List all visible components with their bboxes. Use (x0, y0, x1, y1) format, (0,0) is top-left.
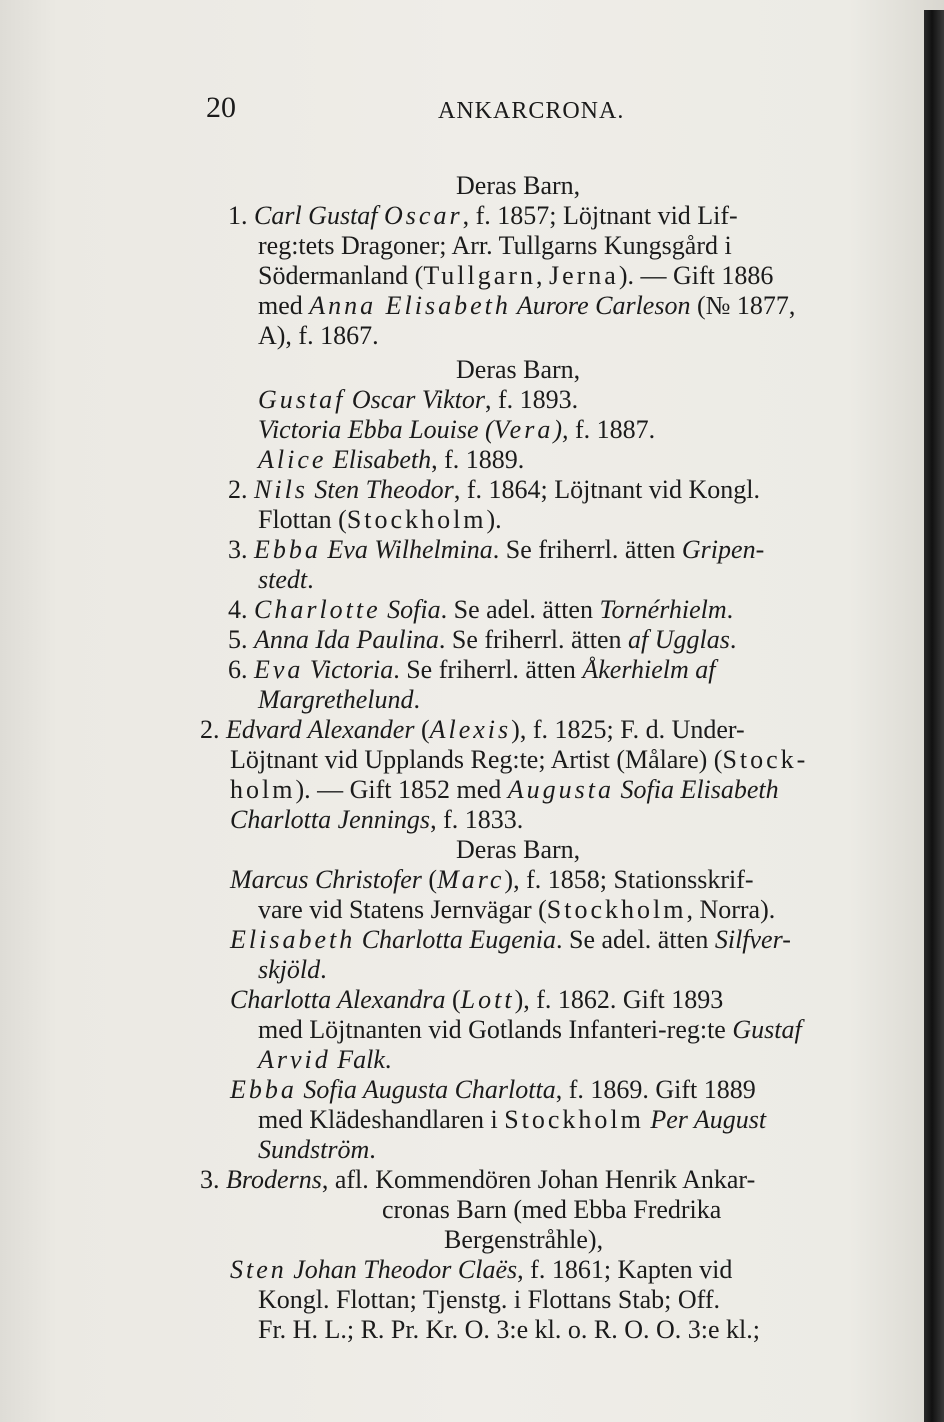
text-segment: Victoria Ebba Louise ( (258, 415, 494, 444)
text-segment: . Se friherrl. ätten (438, 625, 629, 654)
text-segment: Charlotta Jennings (230, 805, 431, 834)
text-segment: . (726, 595, 734, 624)
text-line (258, 384, 578, 415)
text-segment: . (369, 1135, 376, 1164)
text-segment: ). (486, 505, 502, 534)
text-segment: , afl. Kommendören Johan Henrik Ankar- (321, 1165, 756, 1194)
text-segment: Charlotta Eugenia (355, 925, 556, 954)
text-line (258, 504, 502, 535)
text-segment: skjöld (258, 955, 321, 984)
text-line (230, 744, 808, 775)
text-line (258, 444, 524, 475)
text-segment: Lott (460, 985, 515, 1014)
text-segment: Tullgarn (423, 261, 536, 290)
book-binding-edge (924, 10, 944, 1422)
text-segment: Alexis (429, 715, 512, 744)
text-segment: Löjtnant vid Upplands Reg:te; Artist (Målare) ( (230, 745, 723, 774)
text-segment: ), f. 1858; Stationsskrif- (504, 865, 754, 894)
text-segment: Södermanland ( (258, 261, 424, 290)
text-segment: 3. (228, 535, 254, 564)
text-segment: Broderns (226, 1165, 322, 1194)
text-segment: . Se adel. ätten (556, 925, 715, 954)
text-segment: Flottan ( (258, 505, 347, 534)
text-segment: Eva (254, 655, 304, 684)
text-segment: Stockholm (546, 895, 687, 924)
text-segment: . (307, 565, 314, 594)
text-line (258, 684, 420, 715)
text-segment: Silfver- (714, 925, 791, 954)
text-segment: Per August (650, 1105, 767, 1134)
text-line (230, 774, 779, 805)
text-segment: 1. (228, 201, 254, 230)
text-segment: 5. (228, 625, 254, 654)
text-segment: Eva Wilhelmina (320, 535, 493, 564)
text-segment: 4. (228, 595, 254, 624)
text-segment: ), f. 1825; F. d. Under- (511, 715, 745, 744)
text-segment: 3. (200, 1165, 226, 1194)
text-segment: Margrethelund (258, 685, 414, 714)
text-segment: Åkerhielm af (582, 655, 716, 684)
text-segment: Sofia Augusta Charlotta (296, 1075, 556, 1104)
text-line (456, 834, 580, 865)
text-line (258, 1134, 376, 1165)
text-line (258, 1104, 766, 1135)
text-segment: , f. 1857; Löjtnant vid Lif- (462, 201, 738, 230)
text-line (228, 594, 733, 625)
text-segment: ( (414, 715, 430, 744)
text-line (258, 414, 655, 445)
text-segment: Vera (493, 415, 554, 444)
text-line (230, 864, 754, 895)
text-segment: Ebba (230, 1075, 297, 1104)
text-segment: Carl Gustaf (254, 201, 385, 230)
text-line (258, 1284, 720, 1315)
text-segment: . Se adel. ätten (440, 595, 600, 624)
text-segment: Gripen- (681, 535, 765, 564)
text-line (200, 1164, 755, 1195)
text-line (258, 894, 775, 925)
text-segment: Falk (330, 1045, 385, 1074)
text-segment: , f. 1861; Kapten vid (517, 1255, 733, 1284)
text-segment: Kongl. Flottan; Tjenstg. i Flottans Stab; Off. (258, 1285, 720, 1314)
text-segment: ( (421, 865, 438, 894)
text-segment: Stockholm (346, 505, 487, 534)
text-line (258, 564, 314, 595)
text-segment: af Ugglas (628, 625, 730, 654)
text-segment: (№ 1877, (690, 291, 796, 320)
text-line (258, 320, 379, 351)
text-line (456, 354, 580, 385)
text-segment: . Se friherrl. ätten (393, 655, 583, 684)
text-segment: Anna Ida Paulina (254, 625, 439, 654)
text-segment: Sten (230, 1255, 287, 1284)
text-segment: ). — Gift 1886 (618, 261, 774, 290)
text-segment: Augusta (507, 775, 614, 804)
text-segment: ), f. 1862. Gift 1893 (514, 985, 724, 1014)
text-segment: Aurore Carleson (510, 291, 691, 320)
text-segment: Deras Barn, (456, 835, 581, 864)
text-segment: A), f. 1867. (258, 321, 379, 350)
text-segment: . Se friherrl. ätten (492, 535, 682, 564)
text-line (258, 1014, 802, 1045)
text-segment: Charlotta Alexandra (230, 985, 446, 1014)
text-segment: ), (553, 415, 569, 444)
text-segment: med (258, 291, 310, 320)
text-segment: Charlotte (254, 595, 381, 624)
text-segment: cronas Barn (med Ebba Fredrika (382, 1195, 722, 1224)
text-line (258, 1044, 391, 1075)
text-segment: Sofia Elisabeth (614, 775, 779, 804)
text-line (258, 290, 795, 321)
text-segment: . (384, 1045, 392, 1074)
text-segment: Bergenstråhle), (444, 1225, 604, 1254)
text-line (444, 1224, 603, 1255)
text-segment: Tornérhielm (599, 595, 727, 624)
text-segment: Alice (258, 445, 327, 474)
text-segment: , f. 1893. (484, 385, 579, 414)
text-line (228, 200, 738, 231)
text-segment: Johan Theodor Claës (286, 1255, 518, 1284)
text-segment: med Löjtnanten vid Gotlands Infanteri-reg:te (258, 1015, 733, 1044)
text-segment: ). — Gift 1852 med (295, 775, 508, 804)
text-line (456, 170, 580, 201)
text-segment: Fr. H. L.; R. Pr. Kr. O. 3:e kl. o. R. O. O. 3:e kl.; (258, 1315, 760, 1344)
text-line (230, 1254, 732, 1285)
text-line (228, 624, 736, 655)
text-line (382, 1194, 721, 1225)
text-segment: Stockholm (504, 1105, 644, 1134)
text-segment: Victoria (303, 655, 394, 684)
text-line (230, 984, 723, 1015)
text-line (230, 924, 791, 955)
text-line (258, 1314, 760, 1345)
text-segment: 2. (228, 475, 254, 504)
text-line (258, 230, 732, 261)
text-segment: Gustaf (732, 1015, 802, 1044)
text-segment: , f. 1864; Löjtnant vid Kongl. (453, 475, 761, 504)
text-segment: Gustaf (258, 385, 346, 414)
text-segment: Deras Barn, (456, 355, 581, 384)
text-segment: Oscar Viktor (345, 385, 485, 414)
text-segment: Edvard Alexander (226, 715, 415, 744)
text-line (230, 1074, 756, 1105)
text-segment: Marc (437, 865, 505, 894)
running-title: ANKARCRONA. (438, 98, 625, 124)
text-segment: Stock- (722, 745, 809, 774)
text-segment: , f. 1833. (430, 805, 524, 834)
text-line (258, 260, 773, 291)
text-segment: , f. 1889. (431, 445, 525, 474)
text-segment: Arvid (258, 1045, 331, 1074)
text-segment: ( (445, 985, 461, 1014)
text-segment: stedt (258, 565, 308, 594)
text-segment: f. 1887. (568, 415, 656, 444)
text-segment: holm (230, 775, 296, 804)
text-segment: Sundström (258, 1135, 370, 1164)
text-segment: . (729, 625, 737, 654)
text-segment: vare vid Statens Jernvägar ( (258, 895, 547, 924)
text-segment: , f. 1869. Gift 1889 (555, 1075, 756, 1104)
text-segment: 2. (200, 715, 226, 744)
text-line (230, 804, 523, 835)
text-segment: 6. (228, 655, 254, 684)
text-segment: med Klädeshandlaren i (258, 1105, 505, 1134)
text-segment: Ebba (254, 535, 321, 564)
text-line (258, 954, 327, 985)
text-segment: Anna Elisabeth (309, 291, 511, 320)
text-line (200, 714, 745, 745)
page-number: 20 (206, 91, 236, 124)
text-line (228, 654, 715, 685)
text-segment: Elisabeth (326, 445, 432, 474)
text-segment: Deras Barn, (456, 171, 581, 200)
text-line (228, 534, 764, 565)
text-line (228, 474, 760, 505)
text-segment: , Norra). (686, 895, 776, 924)
text-segment: Jerna (548, 261, 619, 290)
text-segment: , (535, 261, 549, 290)
text-segment: . (413, 685, 420, 714)
text-segment: Sofia (380, 595, 441, 624)
text-segment: Nils (254, 475, 308, 504)
text-segment: Marcus Christofer (230, 865, 422, 894)
text-segment: Elisabeth (230, 925, 356, 954)
text-segment: Oscar (384, 201, 463, 230)
text-segment: Sten Theodor (307, 475, 454, 504)
text-segment: reg:tets Dragoner; Arr. Tullgarns Kungsgård i (258, 231, 732, 260)
text-segment: . (320, 955, 327, 984)
